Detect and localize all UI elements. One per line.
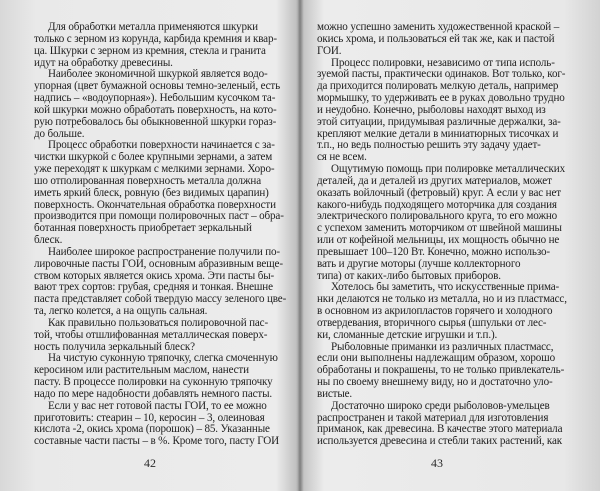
text-line: нки делаются не только из металла, но и из пластмасс, xyxy=(317,294,567,306)
text-line: шо отполированная поверхность металла должна xyxy=(34,175,261,187)
text-line: идут на обработку древесины. xyxy=(34,57,173,69)
text-line: обработаны и покрашены, то не только привлекатель- xyxy=(317,365,565,377)
text-line: ГОИ. xyxy=(317,45,342,57)
text-line: т.п., но ведь полностью решить эту задачу удает- xyxy=(317,140,541,152)
text-line: оказать войлочный (фетровый) круг. А если у вас нет xyxy=(317,187,561,199)
text-line: с успехом заменить моторчиком от швейной машины xyxy=(317,223,562,235)
text-line: ки, сломанные детские игрушки и т.п.). xyxy=(317,329,498,341)
text-line: какого-нибудь подходящего моторчика для создания xyxy=(317,199,557,211)
text-line: или от кофейной мельницы, их мощность обычно не xyxy=(317,235,560,246)
text-line: крепляют мелкие детали в миниатюрных тисочках и xyxy=(317,128,559,140)
text-line: электрического полировального круга, то его можно xyxy=(317,211,558,223)
text-line: та, легко колется, а на ощупь сальная. xyxy=(34,306,208,317)
text-line: вать и другие моторы (лучше коллекторного xyxy=(317,258,521,270)
text-line: ца. Шкурки с зерном из кремния, стекла и гранита xyxy=(34,45,266,57)
text-line: уже переходят к шкуркам с мелкими зернами. Хоро- xyxy=(34,164,275,175)
text-line: ством которых является окись хрома. Эти пасты бы- xyxy=(34,270,275,282)
text-line: надпись – «водоупорная»). Небольшим кусочком та- xyxy=(34,93,276,104)
text-line: На чистую суконную тряпочку, слегка смоченную xyxy=(48,353,278,365)
text-line: только с зерном из корунда, карбида кремния и квар- xyxy=(34,33,277,45)
text-line: той, чтобы отшлифованная металлическая поверх- xyxy=(34,329,268,341)
text-line: деталей, да и деталей из других материалов, может xyxy=(317,175,552,187)
text-line: блеск. xyxy=(34,235,63,246)
text-line: пасту. В процессе полировки на суконную тряпочку xyxy=(34,377,273,388)
text-line: вают трех сортов: грубая, средняя и тонкая. Внешне xyxy=(34,282,273,294)
text-line: Как правильно пользоваться полировочной пас- xyxy=(48,317,268,329)
text-line: приманок, как древесина. В качестве этого материала xyxy=(317,424,563,436)
text-line: керосином или растительным маслом, нанести xyxy=(34,365,249,377)
text-line: Для обработки металла применяются шкурки xyxy=(48,22,258,33)
text-line: отвердевания, вторичного сырья (шпульки от лес- xyxy=(317,317,547,329)
right-page-number: 43 xyxy=(431,456,443,470)
text-line: окись хрома, и пользоваться ей так же, как и пастой xyxy=(317,33,555,45)
text-line: ботанная поверхность приобретает зеркальный xyxy=(34,223,252,235)
text-line: типа) от каких-либо бытовых приборов. xyxy=(317,270,501,282)
text-line: Хотелось бы заметить, что искусственные прима- xyxy=(331,282,560,294)
text-line: составные части пасты – в %. Кроме того, пасту ГОИ xyxy=(34,436,279,448)
text-line: да приходится полировать мелкую деталь, например xyxy=(317,81,559,93)
text-line: зуемой пасты, практически одинаков. Вот только, ког- xyxy=(317,69,566,81)
text-line: если они выполнены надлежащим образом, хорошо xyxy=(317,353,555,365)
text-line: в основном из акрилопластов горячего и холодного xyxy=(317,306,553,317)
text-line: кой шкурки можно обработать поверхность, на кото- xyxy=(34,104,277,116)
text-line: ны по своему внешнему виду, но и достаточно уло- xyxy=(317,377,553,388)
text-line: кислота -2, окись хрома (порошок) – 85. Указанные xyxy=(34,424,270,436)
text-line: производится при помощи полировочных паст – обра- xyxy=(34,211,284,223)
text-line: Процесс полировки, независимо от типа исполь- xyxy=(331,57,555,69)
text-line: распространен и такой материал для изготовления xyxy=(317,412,549,424)
text-line: Процесс обработки поверхности начинается с за- xyxy=(48,140,275,152)
text-line: упорная (цвет бумажной основы темно-зеленый, есть xyxy=(34,81,281,93)
text-line: вистые. xyxy=(317,388,353,400)
text-line: превышает 100–120 Вт. Конечно, можно использо- xyxy=(317,246,550,258)
text-line: Достаточно широко среди рыболовов-умельцев xyxy=(331,400,550,412)
text-line: Если у вас нет готовой пасты ГОИ, то ее можно xyxy=(48,400,267,412)
text-line: мормышку, то удерживать ее в руках довольно трудно xyxy=(317,93,565,104)
text-line: и неудобно. Конечно, рыболовы находят выход из xyxy=(317,104,546,116)
text-line: этой ситуации, придумывая различные держалки, за- xyxy=(317,116,561,128)
text-line: используется древесина и стебли таких растений, как xyxy=(317,436,563,448)
text-line: Наиболее экономичной шкуркой является водо- xyxy=(48,69,268,81)
text-line: надо по мере надобности добавлять немного пасты. xyxy=(34,388,273,400)
text-line: иметь яркий блеск, ровную (без видимых царапин) xyxy=(34,187,269,199)
text-line: Ощутимую помощь при полировке металлических xyxy=(331,164,565,175)
text-line: Наиболее широкое распространение получили по- xyxy=(48,246,280,258)
left-page-text xyxy=(0,0,299,491)
text-line: приготовить: стеарин – 10, керосин – 3, олеиновая xyxy=(34,412,265,424)
left-page xyxy=(0,0,299,491)
left-page-number: 42 xyxy=(144,456,156,470)
text-line: до больше. xyxy=(34,128,85,140)
text-line: чистки шкуркой с более крупными зернами, а затем xyxy=(34,152,273,164)
text-line: лировочные пасты ГОИ, основным абразивным веще- xyxy=(34,258,283,270)
page-gutter xyxy=(296,0,304,491)
text-line: рую потребовалось бы обыкновенной шкурки гораз- xyxy=(34,116,277,128)
text-line: паста представляет собой твердую массу зеленого цве- xyxy=(34,294,287,306)
text-line: можно успешно заменить художественной краской – xyxy=(317,22,560,33)
text-line: ся не всем. xyxy=(317,152,367,164)
text-line: Рыболовные приманки из различных пластмасс, xyxy=(331,341,554,353)
text-line: поверхность. Окончательная обработка поверхности xyxy=(34,199,276,211)
right-page-text xyxy=(301,0,600,491)
text-line: ность получила зеркальный блеск? xyxy=(34,341,195,353)
right-page xyxy=(301,0,600,491)
